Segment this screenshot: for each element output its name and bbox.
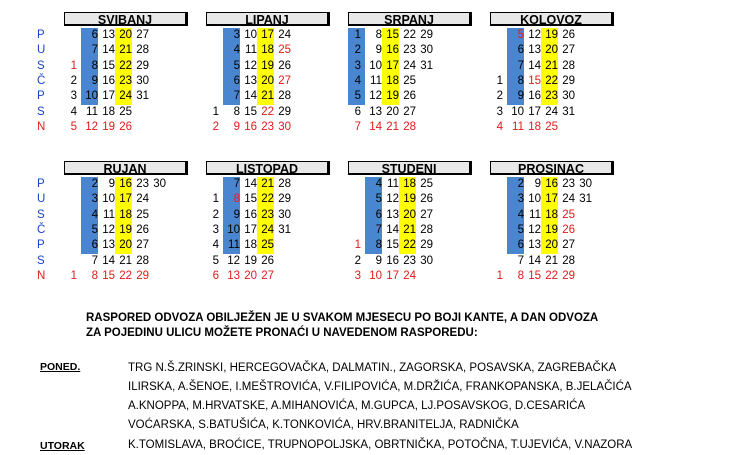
month-header: SVIBANJ xyxy=(64,12,188,26)
calendar-day: 18 xyxy=(102,105,115,118)
calendar-day: 11 xyxy=(529,208,541,221)
street-line: ILIRSKA, A.ŠENOE, I.MEŠTROVIĆA, V.FILIPOVIĆA, M.DRŽIĆA, FRANKOPANSKA, B.JELAČIĆA xyxy=(128,381,632,393)
calendar-day: 22 xyxy=(119,269,132,282)
calendar-day: 22 xyxy=(119,59,132,72)
calendar-day: 12 xyxy=(244,59,257,72)
calendar-day: 1 xyxy=(496,74,503,87)
calendar-day: 8 xyxy=(233,193,240,206)
calendar-day: 13 xyxy=(102,29,115,41)
calendar-day: 23 xyxy=(403,44,416,57)
calendar-day: 21 xyxy=(261,90,274,103)
calendar-day: 9 xyxy=(91,74,98,87)
calendar-day: 24 xyxy=(403,59,416,72)
calendar-day: 29 xyxy=(136,59,149,72)
calendar-day: 21 xyxy=(261,178,274,190)
calendar-day: 4 xyxy=(496,120,503,133)
day-letter: S xyxy=(37,254,45,267)
calendar-day: 23 xyxy=(136,178,149,190)
calendar-day: 21 xyxy=(545,254,558,267)
calendar-day: 30 xyxy=(278,120,291,133)
calendar-day: 18 xyxy=(244,239,257,252)
calendar-day: 22 xyxy=(545,269,558,282)
month-header: LIPANJ xyxy=(206,12,330,26)
calendar-day: 25 xyxy=(420,178,433,190)
calendar-day: 14 xyxy=(244,178,257,190)
calendar-day: 3 xyxy=(233,29,240,41)
calendar-day: 8 xyxy=(517,269,524,282)
calendar-day: 16 xyxy=(528,90,541,103)
calendar-day: 19 xyxy=(102,120,115,133)
calendar-day: 2 xyxy=(70,74,77,87)
calendar-day: 28 xyxy=(420,223,433,236)
calendar-day: 27 xyxy=(403,105,416,118)
calendar-day: 11 xyxy=(86,105,98,118)
calendar-day: 4 xyxy=(233,44,240,57)
calendar-day: 1 xyxy=(354,29,361,41)
calendar-day: 17 xyxy=(545,193,558,206)
calendar-day: 2 xyxy=(517,178,524,190)
calendar-day: 25 xyxy=(545,120,558,133)
calendar-day: 21 xyxy=(386,120,399,133)
calendar-day: 19 xyxy=(545,29,558,41)
calendar-day: 11 xyxy=(370,74,382,87)
calendar-day: 19 xyxy=(244,254,257,267)
calendar-day: 5 xyxy=(517,223,524,236)
day-letter: P xyxy=(37,90,45,103)
day-letter: Č xyxy=(37,74,46,87)
calendar-day: 20 xyxy=(244,269,257,282)
calendar-day: 4 xyxy=(70,105,77,118)
calendar-day: 13 xyxy=(528,44,541,57)
calendar-day: 14 xyxy=(102,254,115,267)
calendar-day: 8 xyxy=(517,74,524,87)
calendar-day: 5 xyxy=(233,59,240,72)
calendar-day: 11 xyxy=(387,178,399,190)
calendar-day: 9 xyxy=(375,254,382,267)
day-letter: N xyxy=(37,269,46,282)
calendar-day: 20 xyxy=(119,29,132,41)
calendar-day: 2 xyxy=(354,254,361,267)
street-line: VOĆARSKA, S.BATUŠIĆA, K.TONKOVIĆA, HRV.BRANITELJA, RADNIČKA xyxy=(128,419,519,431)
calendar-day: 1 xyxy=(212,105,219,118)
calendar-day: 23 xyxy=(261,208,274,221)
calendar-day: 3 xyxy=(496,105,503,118)
calendar-day: 13 xyxy=(227,269,240,282)
calendar-day: 27 xyxy=(420,208,433,221)
calendar-day: 20 xyxy=(545,239,558,252)
calendar-day: 3 xyxy=(517,193,524,206)
day-letter: S xyxy=(37,208,45,221)
calendar-day: 9 xyxy=(517,90,524,103)
notice-line-2: ZA POJEDINU ULICU MOŽETE PRONAĆI U NAVEDENOM RASPOREDU: xyxy=(86,327,478,339)
calendar-day: 9 xyxy=(233,120,240,133)
calendar-day: 30 xyxy=(420,44,433,57)
calendar-day: 2 xyxy=(212,208,219,221)
calendar-day: 1 xyxy=(70,59,77,72)
month-header: RUJAN xyxy=(64,161,188,175)
calendar-day: 19 xyxy=(545,223,558,236)
day-letter: P xyxy=(37,239,45,252)
calendar-day: 3 xyxy=(354,59,361,72)
calendar-day: 7 xyxy=(375,223,382,236)
calendar-day: 11 xyxy=(228,239,240,252)
calendar-day: 10 xyxy=(369,59,382,72)
calendar-day: 21 xyxy=(545,59,558,72)
month-header: PROSINAC xyxy=(490,161,614,175)
calendar-day: 9 xyxy=(375,44,382,57)
calendar-day: 5 xyxy=(517,29,524,41)
calendar-day: 29 xyxy=(136,269,149,282)
calendar-day: 27 xyxy=(261,269,274,282)
calendar-day: 4 xyxy=(91,208,98,221)
calendar-day: 20 xyxy=(261,74,274,87)
calendar-day: 17 xyxy=(528,105,541,118)
calendar-day: 7 xyxy=(354,120,361,133)
day-letter: N xyxy=(37,120,46,133)
calendar-day: 19 xyxy=(386,90,399,103)
calendar-day: 5 xyxy=(375,193,382,206)
calendar-day: 30 xyxy=(278,208,291,221)
calendar-day: 15 xyxy=(528,74,541,87)
calendar-day: 28 xyxy=(403,120,416,133)
calendar-day: 24 xyxy=(403,269,416,282)
calendar-day: 1 xyxy=(354,239,361,252)
calendar-day: 18 xyxy=(403,178,416,190)
calendar-day: 29 xyxy=(278,105,291,118)
calendar-day: 12 xyxy=(227,254,240,267)
calendar-day: 5 xyxy=(70,120,77,133)
calendar-day: 17 xyxy=(102,90,115,103)
calendar-day: 24 xyxy=(136,193,149,206)
calendar-day: 25 xyxy=(278,44,291,57)
calendar-day: 27 xyxy=(136,29,149,41)
calendar-day: 30 xyxy=(420,254,433,267)
day-letter: U xyxy=(37,193,46,206)
calendar-day: 15 xyxy=(528,269,541,282)
notice-line-1: RASPORED ODVOZA OBILJEŽEN JE U SVAKOM MJESECU PO BOJI KANTE, A DAN ODVOZA xyxy=(86,312,599,324)
schedule-streets-tuesday xyxy=(128,436,728,455)
calendar-day: 18 xyxy=(545,208,558,221)
calendar-day: 11 xyxy=(245,44,257,57)
calendar-day: 28 xyxy=(278,178,291,190)
calendar-day: 6 xyxy=(354,105,361,118)
calendar-day: 2 xyxy=(91,178,98,190)
calendar-day: 16 xyxy=(386,254,399,267)
calendar-day: 2 xyxy=(496,90,503,103)
calendar-day: 28 xyxy=(562,59,575,72)
calendar-day: 24 xyxy=(261,223,274,236)
calendar-day: 8 xyxy=(91,59,98,72)
calendar-day: 22 xyxy=(261,193,274,206)
calendar-day: 16 xyxy=(545,178,558,190)
calendar-day: 12 xyxy=(369,90,382,103)
calendar-day: 9 xyxy=(534,178,541,190)
calendar-day: 22 xyxy=(403,239,416,252)
calendar-day: 26 xyxy=(261,254,274,267)
calendar-day: 27 xyxy=(278,74,291,87)
schedule-streets-monday xyxy=(128,359,728,435)
calendar-day: 16 xyxy=(244,120,257,133)
calendar-day: 3 xyxy=(354,269,361,282)
schedule-label-tuesday: UTORAK xyxy=(40,440,85,452)
calendar-day: 6 xyxy=(517,44,524,57)
calendar-day: 22 xyxy=(261,105,274,118)
calendar-day: 10 xyxy=(227,223,240,236)
calendar-day: 15 xyxy=(386,29,399,41)
calendar-day: 23 xyxy=(545,90,558,103)
calendar-day: 19 xyxy=(403,193,416,206)
calendar-day: 16 xyxy=(386,44,399,57)
calendar-day: 26 xyxy=(119,120,132,133)
calendar-day: 26 xyxy=(403,90,416,103)
calendar-day: 23 xyxy=(261,120,274,133)
calendar-day: 8 xyxy=(233,105,240,118)
calendar-day: 5 xyxy=(212,254,219,267)
calendar-day: 10 xyxy=(102,193,115,206)
month-header: STUDENI xyxy=(348,161,472,175)
month-header: SRPANJ xyxy=(348,12,472,26)
calendar-day: 21 xyxy=(119,254,132,267)
street-line: A.KNOPPA, M.HRVATSKE, A.MIHANOVIĆA, M.GUPCA, LJ.POSAVSKOG, D.CESARIĆA xyxy=(128,400,586,412)
calendar-day: 14 xyxy=(528,59,541,72)
calendar-day: 7 xyxy=(517,59,524,72)
calendar-day: 1 xyxy=(70,269,77,282)
day-letter: P xyxy=(37,29,45,41)
calendar-day: 24 xyxy=(562,193,575,206)
calendar-day: 24 xyxy=(545,105,558,118)
calendar-day: 17 xyxy=(386,269,399,282)
calendar-day: 6 xyxy=(517,239,524,252)
calendar-day: 30 xyxy=(562,90,575,103)
calendar-day: 27 xyxy=(562,44,575,57)
calendar-day: 28 xyxy=(562,254,575,267)
calendar-day: 20 xyxy=(403,208,416,221)
calendar-day: 4 xyxy=(517,208,524,221)
calendar-day: 2 xyxy=(212,120,219,133)
calendar-day: 13 xyxy=(386,208,399,221)
calendar-day: 7 xyxy=(517,254,524,267)
calendar-day: 8 xyxy=(375,239,382,252)
calendar-day: 22 xyxy=(545,74,558,87)
calendar-day: 7 xyxy=(233,90,240,103)
calendar-day: 29 xyxy=(420,29,433,41)
calendar-day: 4 xyxy=(354,74,361,87)
calendar-day: 18 xyxy=(261,44,274,57)
calendar-day: 20 xyxy=(119,239,132,252)
calendar-day: 6 xyxy=(375,208,382,221)
calendar-day: 14 xyxy=(386,223,399,236)
calendar-day: 26 xyxy=(136,223,149,236)
calendar-day: 19 xyxy=(261,59,274,72)
calendar-day: 10 xyxy=(369,269,382,282)
calendar-day: 14 xyxy=(369,120,382,133)
calendar-day: 31 xyxy=(278,223,291,236)
calendar-day: 26 xyxy=(562,223,575,236)
calendar-day: 17 xyxy=(244,223,257,236)
calendar-day: 11 xyxy=(103,208,115,221)
calendar-day: 1 xyxy=(212,193,219,206)
calendar-day: 28 xyxy=(136,254,149,267)
calendar-day: 29 xyxy=(278,193,291,206)
calendar-day: 5 xyxy=(354,90,361,103)
calendar-day: 17 xyxy=(119,193,132,206)
calendar-day: 31 xyxy=(562,105,575,118)
calendar-day: 16 xyxy=(244,208,257,221)
calendar-day: 4 xyxy=(375,178,382,190)
calendar-day: 12 xyxy=(528,223,541,236)
calendar-day: 31 xyxy=(579,193,592,206)
calendar-day: 4 xyxy=(212,239,219,252)
calendar-day: 12 xyxy=(102,223,115,236)
calendar-day: 25 xyxy=(562,208,575,221)
calendar-day: 15 xyxy=(244,193,257,206)
calendar-day: 23 xyxy=(562,178,575,190)
calendar-day: 2 xyxy=(354,44,361,57)
calendar-day: 25 xyxy=(136,208,149,221)
calendar-day: 18 xyxy=(528,120,541,133)
calendar-day: 22 xyxy=(403,29,416,41)
calendar-day: 26 xyxy=(278,59,291,72)
calendar-day: 19 xyxy=(119,223,132,236)
day-letter: U xyxy=(37,44,46,57)
calendar-day: 15 xyxy=(244,105,257,118)
calendar-day: 25 xyxy=(261,239,274,252)
day-letter: S xyxy=(37,59,45,72)
calendar-day: 27 xyxy=(136,239,149,252)
calendar-day: 8 xyxy=(375,29,382,41)
calendar-day: 17 xyxy=(261,29,274,41)
calendar-day: 15 xyxy=(102,269,115,282)
calendar-day: 20 xyxy=(386,105,399,118)
calendar-day: 31 xyxy=(136,90,149,103)
calendar-day: 12 xyxy=(386,193,399,206)
calendar-day: 21 xyxy=(119,44,132,57)
calendar-day: 10 xyxy=(85,90,98,103)
calendar-day: 15 xyxy=(386,239,399,252)
calendar-day: 6 xyxy=(212,269,219,282)
calendar-day: 18 xyxy=(119,208,132,221)
calendar-day: 14 xyxy=(528,254,541,267)
calendar-day: 14 xyxy=(102,44,115,57)
calendar-day: 15 xyxy=(102,59,115,72)
month-header: LISTOPAD xyxy=(206,161,330,175)
calendar-day: 5 xyxy=(91,223,98,236)
calendar-day: 7 xyxy=(91,254,98,267)
calendar-day: 13 xyxy=(369,105,382,118)
month-header: KOLOVOZ xyxy=(490,12,614,26)
calendar-day: 10 xyxy=(511,105,524,118)
calendar-day: 8 xyxy=(91,269,98,282)
calendar-day: 10 xyxy=(528,193,541,206)
calendar-day: 26 xyxy=(562,29,575,41)
calendar-day: 6 xyxy=(91,29,98,41)
calendar-day: 29 xyxy=(562,74,575,87)
day-letter: P xyxy=(37,178,45,190)
calendar-day: 29 xyxy=(420,239,433,252)
calendar-day: 18 xyxy=(386,74,399,87)
calendar-day: 30 xyxy=(136,74,149,87)
street-line: K.TOMISLAVA, BROĆICE, TRUPNOPOLJSKA, OBRTNIČKA, POTOČNA, T.UJEVIĆA, V.NAZORA xyxy=(128,439,633,451)
calendar-day: 30 xyxy=(153,178,166,190)
calendar-day: 26 xyxy=(420,193,433,206)
calendar-day: 3 xyxy=(70,90,77,103)
calendar-day: 21 xyxy=(403,223,416,236)
calendar-day: 25 xyxy=(119,105,132,118)
calendar-day: 14 xyxy=(244,90,257,103)
calendar-day: 13 xyxy=(244,74,257,87)
calendar-day: 17 xyxy=(386,59,399,72)
calendar-day: 29 xyxy=(562,269,575,282)
calendar-day: 12 xyxy=(85,120,98,133)
calendar-day: 16 xyxy=(119,178,132,190)
calendar-day: 23 xyxy=(119,74,132,87)
calendar-day: 28 xyxy=(278,90,291,103)
calendar-day: 24 xyxy=(119,90,132,103)
schedule-label-monday: PONED. xyxy=(40,361,81,373)
calendar-day: 9 xyxy=(233,208,240,221)
calendar-day: 28 xyxy=(136,44,149,57)
calendar-day: 1 xyxy=(496,269,503,282)
calendar-day: 3 xyxy=(212,223,219,236)
calendar-day: 6 xyxy=(91,239,98,252)
calendar-day: 24 xyxy=(278,29,291,41)
day-letter: S xyxy=(37,105,45,118)
calendar-day: 16 xyxy=(102,74,115,87)
street-line: TRG N.Š.ZRINSKI, HERCEGOVAČKA, DALMATIN., ZAGORSKA, POSAVSKA, ZAGREBAČKA xyxy=(128,362,617,374)
calendar-day: 25 xyxy=(403,74,416,87)
calendar-day: 20 xyxy=(545,44,558,57)
calendar-day: 7 xyxy=(91,44,98,57)
calendar-day: 13 xyxy=(102,239,115,252)
calendar-day: 7 xyxy=(233,178,240,190)
calendar-day: 30 xyxy=(579,178,592,190)
calendar-day: 10 xyxy=(244,29,257,41)
calendar-day: 31 xyxy=(420,59,433,72)
calendar-day: 11 xyxy=(512,120,524,133)
calendar-day: 6 xyxy=(233,74,240,87)
calendar-day: 23 xyxy=(403,254,416,267)
notice-text xyxy=(86,311,686,341)
calendar-day: 3 xyxy=(91,193,98,206)
day-letter: Č xyxy=(37,223,46,236)
calendar-day: 9 xyxy=(108,178,115,190)
calendar-day: 27 xyxy=(562,239,575,252)
calendar-day: 13 xyxy=(528,239,541,252)
calendar-day: 12 xyxy=(528,29,541,41)
